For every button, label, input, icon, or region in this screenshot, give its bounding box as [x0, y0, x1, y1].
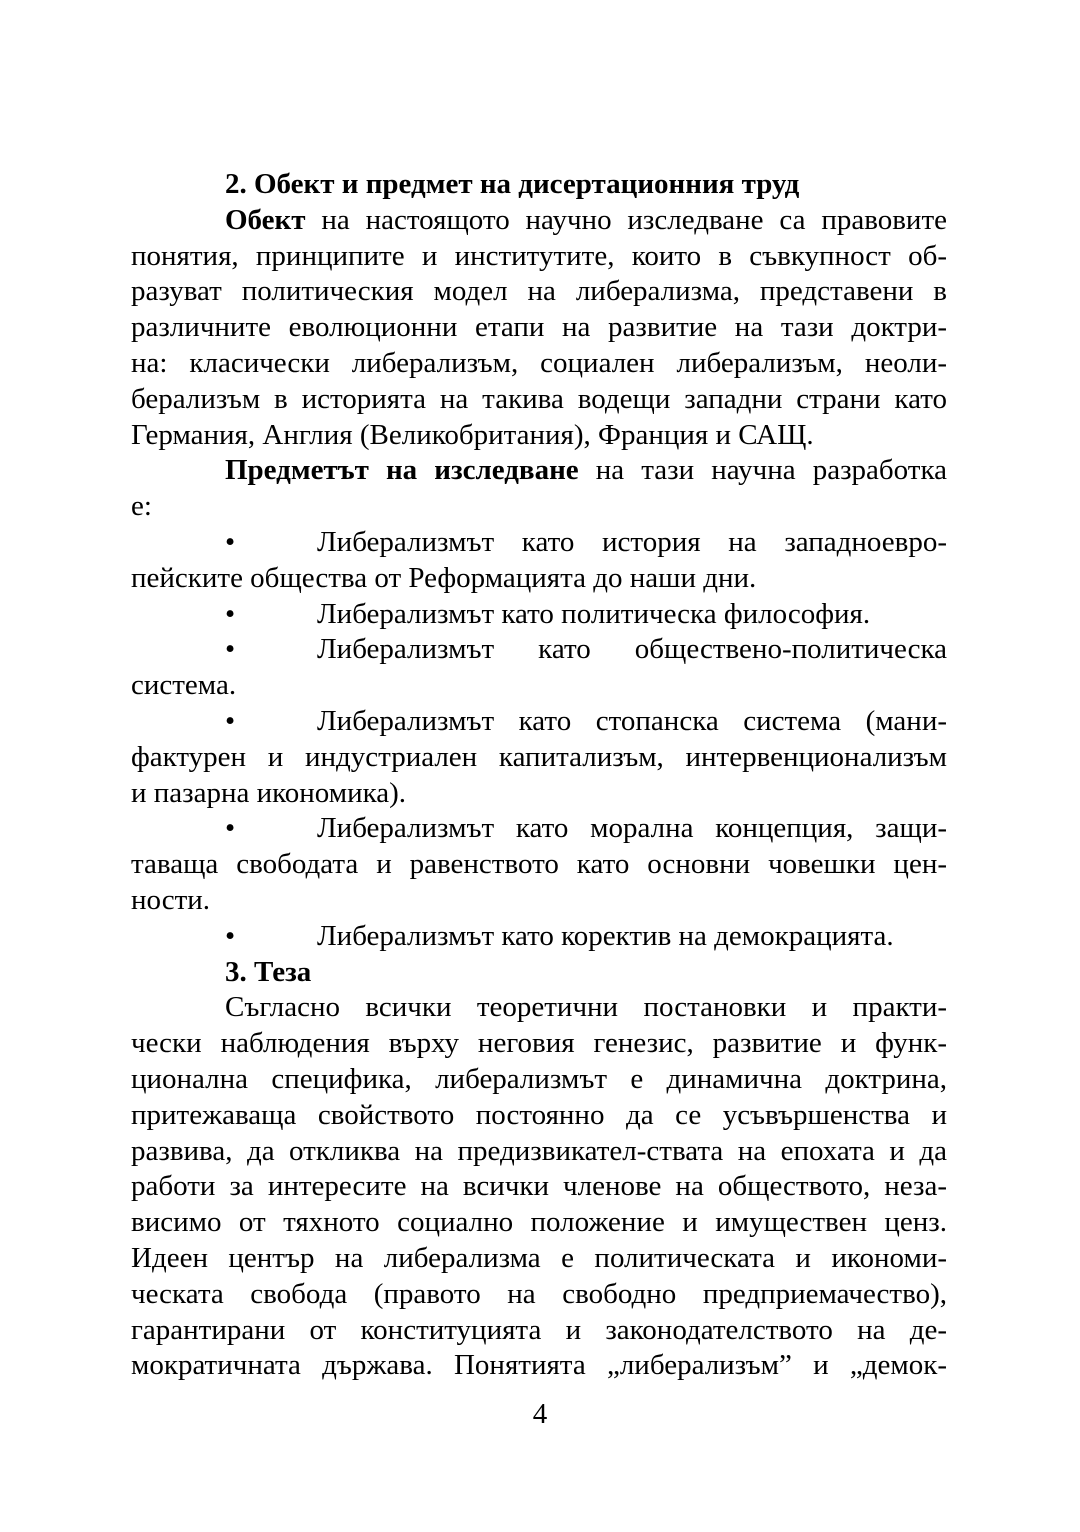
object-paragraph-line: Германия, Англия (Великобритания), Франция и САЩ.	[131, 418, 814, 451]
document-page	[131, 167, 947, 1384]
bullet-item-continuation: пейските общества от Реформацията до наши дни.	[131, 561, 757, 594]
bullet-symbol: •	[225, 597, 236, 630]
bullet-item: • Либерализмът като обществено-политическа	[131, 632, 947, 668]
bullet-item: • Либерализмът като морална концепция, защи-	[131, 811, 947, 847]
bullet-item: • Либерализмът като стопанска система (мани-	[131, 704, 947, 740]
thesis-paragraph-line: висимо от тяхното социално положение и имуществен ценз.	[131, 1206, 947, 1239]
bullet-item-continuation: таваща свободата и равенството като основни човешки цен-	[131, 848, 947, 881]
bullet-item: • Либерализмът като история на западноевро-	[131, 525, 947, 561]
thesis-paragraph-line: Съгласно всички теоретични постановки и практи-	[225, 991, 947, 1024]
object-paragraph-line: разуват политическия модел на либерализма, представени в	[131, 275, 947, 308]
bullet-item: • Либерализмът като политическа философия.	[131, 597, 947, 633]
bullet-symbol: •	[225, 919, 236, 952]
thesis-paragraph-line: притежаваща свойството постоянно да се усъвършенства и	[131, 1098, 947, 1131]
subject-term: Предметът на изследване	[225, 454, 579, 487]
bullet-item: • Либерализмът като коректив на демокрацията.	[131, 919, 947, 955]
bullet-symbol: •	[225, 525, 236, 558]
object-paragraph-line: понятия, принципите и институтите, които в съвкупност об-	[131, 239, 947, 272]
page-number: 4	[532, 1398, 548, 1430]
bullet-symbol: •	[225, 633, 236, 666]
bullet-item-continuation: фактурен и индустриален капитализъм, интервенционализъм	[131, 740, 947, 773]
thesis-paragraph-line: чески наблюдения върху неговия генезис, развитие и функ-	[131, 1027, 947, 1060]
object-term: Обект	[225, 203, 306, 236]
bullet-item-continuation: и пазарна икономика).	[131, 776, 407, 809]
object-paragraph-line: Обект на настоящото научно изследване са правовите	[225, 203, 947, 236]
thesis-paragraph-line: мократичната държава. Понятията „либерализъм” и „демок-	[131, 1349, 947, 1382]
bullet-item-continuation: ности.	[131, 883, 211, 916]
thesis-paragraph-line: развива, да откликва на предизвикател-ствата на епохата и да	[131, 1134, 947, 1167]
thesis-paragraph-line: ческата свобода (правото на свободно предприемачество),	[131, 1277, 947, 1310]
thesis-paragraph-line: гарантирани от конституцията и законодателството на де-	[131, 1313, 947, 1346]
bullet-item-continuation: система.	[131, 669, 237, 702]
object-paragraph-line: берализъм в историята на такива водещи западни страни като	[131, 382, 947, 415]
thesis-paragraph-line: ционална специфика, либерализмът е динамична доктрина,	[131, 1062, 947, 1095]
subject-paragraph-line: е:	[131, 490, 152, 523]
thesis-paragraph-line: работи за интересите на всички членове на обществото, неза-	[131, 1170, 947, 1203]
subject-paragraph-line: Предметът на изследване на тази научна разработка	[225, 454, 947, 487]
bullet-symbol: •	[225, 704, 236, 737]
thesis-paragraph-line: Идеен център на либерализма е политическата и икономи-	[131, 1241, 947, 1274]
object-paragraph-line: на: класически либерализъм, социален либерализъм, неоли-	[131, 346, 947, 379]
bullet-symbol: •	[225, 812, 236, 845]
section-2-heading: 2. Обект и предмет на дисертационния труд	[225, 168, 800, 200]
section-3-heading: 3. Теза	[225, 955, 312, 988]
object-paragraph-line: различните еволюционни етапи на развитие на тази доктри-	[131, 311, 947, 344]
